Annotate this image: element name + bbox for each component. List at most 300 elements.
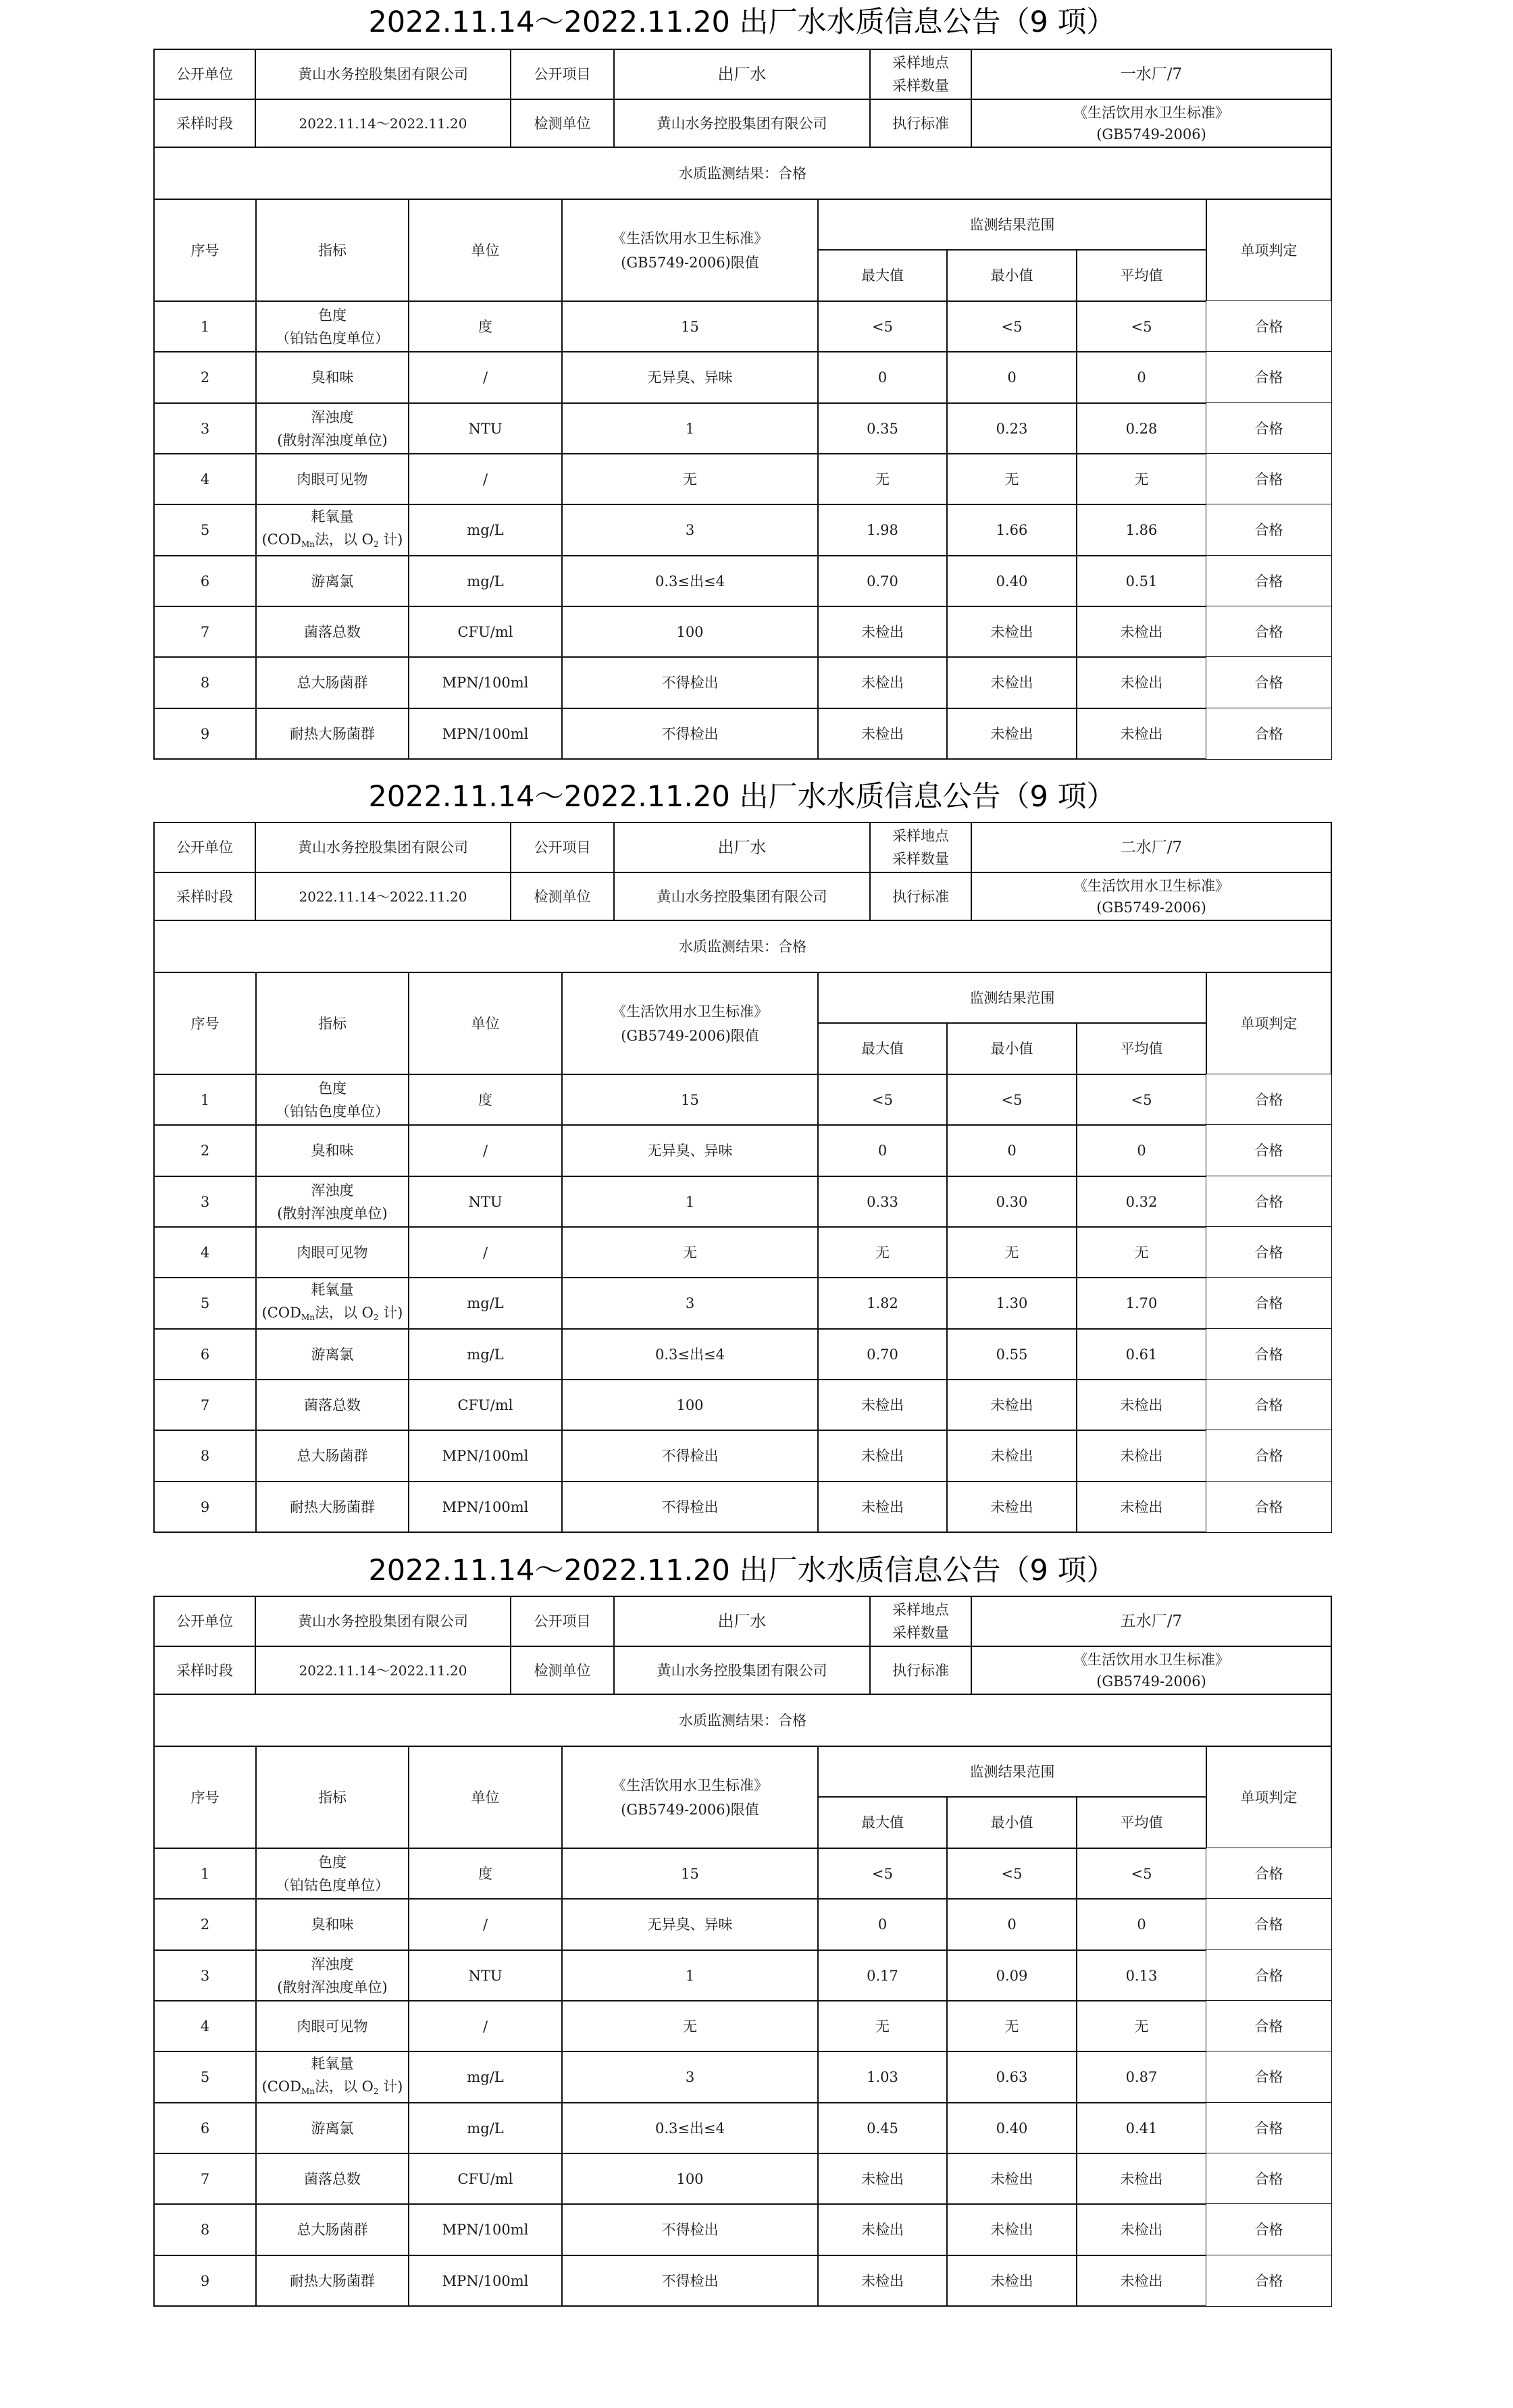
site-label-text: 采样地点 [892,828,949,844]
row-min [946,1898,1077,1951]
header-limit-name: 《生活饮用水卫生标准》 [612,1777,768,1794]
min-value: 未检出 [990,675,1033,691]
cell-lines [892,1598,949,1644]
header-indicator [255,199,409,302]
standard-label-text: 执行标准 [892,115,949,132]
min-value: 未检出 [990,725,1033,742]
indicator-name: 菌落总数 [304,2170,361,2187]
cell-lines [612,1773,768,1822]
cell-lines [612,226,768,275]
row-indicator [255,1277,409,1330]
header-min [946,1796,1077,1849]
row-limit [561,1848,819,1900]
row-limit [561,1176,819,1228]
header-range [817,199,1207,251]
row-limit [561,1074,819,1126]
row-indicator [255,656,409,709]
row-no [153,708,257,760]
result-summary [153,147,1332,200]
row-avg [1076,606,1207,658]
indicator-name: 色度 [318,1854,347,1870]
row-verdict [1206,1124,1332,1177]
verdict-text: 合格 [1254,623,1283,640]
row-no [153,2102,257,2154]
limit-text: 15 [681,1091,699,1108]
row-max [817,1949,948,2001]
limit-text: 3 [685,2069,695,2085]
lab-value [613,872,871,921]
row-verdict [1206,1226,1332,1278]
standard-label-text: 执行标准 [892,888,949,905]
verdict-text: 合格 [1254,675,1283,691]
limit-text: 0.3≤出≤4 [655,2120,725,2137]
header-unit [408,1746,563,1849]
max-value: 未检出 [861,1396,904,1413]
sampling-site-value [971,49,1332,100]
row-min [946,351,1077,404]
sampling-site-value [971,1596,1332,1647]
verdict-text: 合格 [1254,1916,1283,1933]
row-no-text: 9 [200,725,210,742]
avg-value: 未检出 [1120,725,1163,742]
row-no-text: 4 [200,2018,210,2035]
avg-value: 未检出 [1120,623,1163,640]
row-unit [408,1124,563,1177]
max-value: 未检出 [861,2272,904,2289]
row-no-text: 8 [200,1448,210,1464]
row-no [153,1481,257,1533]
row-avg [1076,1379,1207,1431]
row-avg [1076,1074,1207,1126]
row-verdict [1206,708,1332,760]
lab-label-text: 检测单位 [534,888,591,905]
row-max [817,1226,948,1278]
standard-name-text: 《生活饮用水卫生标准》 [1073,104,1229,121]
row-min [946,1379,1077,1431]
max-value: 未检出 [861,1498,904,1515]
standard-name-text: 《生活饮用水卫生标准》 [1073,877,1229,894]
verdict-text: 合格 [1254,318,1283,335]
min-value: 0.55 [996,1346,1028,1363]
min-value: 0 [1007,1143,1017,1159]
row-limit [561,1379,819,1431]
row-indicator [255,2102,409,2154]
row-indicator [255,1898,409,1951]
period-label-text: 采样时段 [176,115,233,132]
row-limit [561,2000,819,2052]
row-avg [1076,351,1207,404]
row-min [946,1074,1077,1126]
period-value [255,99,511,148]
indicator-lines [276,1851,389,1897]
indicator-note: (散射浑浊度单位) [277,1979,388,1995]
header-unit-text: 单位 [471,1789,500,1806]
row-indicator [255,300,409,352]
unit-text: mg/L [467,1346,504,1363]
row-limit [561,300,819,352]
header-limit [561,199,819,302]
header-indicator [255,972,409,1075]
max-value: 无 [875,471,890,488]
count-label-text: 采样数量 [892,851,949,867]
indicator-lines [262,2052,403,2103]
row-max [817,1176,948,1228]
sampling-site-value [971,822,1332,873]
row-verdict [1206,1277,1332,1330]
avg-value: 1.70 [1125,1295,1158,1311]
header-max-text: 最大值 [861,1814,904,1831]
item-value [613,49,871,100]
site-value-text: 五水厂/7 [1120,1613,1183,1630]
row-no [153,606,257,658]
publisher-value-text: 黄山水务控股集团有限公司 [298,66,468,82]
indicator-note: （铂钴色度单位） [276,330,389,346]
header-no [153,1746,257,1849]
header-verdict [1206,199,1332,302]
row-verdict [1206,1176,1332,1228]
indicator-lines [276,304,389,350]
header-max [817,1796,948,1849]
item-label-text: 公开项目 [534,839,591,856]
row-verdict [1206,2203,1332,2256]
row-verdict [1206,453,1332,505]
row-no-text: 5 [200,1295,210,1311]
row-verdict [1206,1328,1332,1380]
publisher-label [153,49,256,100]
indicator-name: 耗氧量 [311,1281,354,1298]
row-no [153,1430,257,1482]
min-value: 未检出 [990,2170,1033,2187]
row-indicator [255,453,409,505]
row-min [946,2000,1077,2052]
row-unit [408,2051,563,2103]
row-verdict [1206,2255,1332,2307]
row-verdict [1206,300,1332,352]
row-no [153,1277,257,1330]
row-min [946,555,1077,607]
row-avg [1076,2203,1207,2256]
avg-value: 0.41 [1125,2120,1158,2137]
header-unit [408,199,563,302]
verdict-text: 合格 [1254,1091,1283,1108]
row-unit [408,656,563,709]
avg-value: 未检出 [1120,1498,1163,1515]
limit-text: 无 [683,2018,697,2035]
header-min [946,249,1077,302]
verdict-text: 合格 [1254,1967,1283,1984]
min-value: 未检出 [990,623,1033,640]
period-value [255,872,511,921]
verdict-text: 合格 [1254,1143,1283,1159]
cell-lines [892,51,949,97]
indicator-name: 耐热大肠菌群 [290,1498,375,1515]
row-min [946,606,1077,658]
max-value: 0.17 [867,1967,898,1984]
lab-value-text: 黄山水务控股集团有限公司 [657,888,827,905]
row-max [817,1848,948,1900]
limit-text: 不得检出 [661,1448,719,1464]
row-avg [1076,1481,1207,1533]
cell-lines [892,825,949,870]
row-no [153,453,257,505]
row-unit [408,555,563,607]
limit-text: 0.3≤出≤4 [655,1346,725,1363]
avg-value: 0.32 [1125,1193,1158,1210]
min-value: 未检出 [990,1448,1033,1464]
period-value-text: 2022.11.14～2022.11.20 [299,888,467,905]
header-avg [1076,1796,1207,1849]
row-unit [408,2102,563,2154]
row-no-text: 3 [200,1193,210,1210]
verdict-text: 合格 [1254,1346,1283,1363]
indicator-note: ($COD_{Mn}$法，以 $O_2$ 计) [261,531,403,549]
row-no [153,2203,257,2256]
limit-text: 1 [685,1193,695,1210]
row-limit [561,1898,819,1951]
avg-value: 0 [1137,1143,1146,1159]
row-max [817,555,948,607]
avg-value: 0 [1137,369,1146,386]
row-unit [408,1328,563,1380]
indicator-lines [277,1953,387,1999]
max-value: 未检出 [861,2222,904,2238]
site-value-text: 二水厂/7 [1120,839,1183,856]
row-no-text: 6 [200,573,210,590]
limit-text: 无异臭、异味 [647,1916,733,1933]
row-no [153,300,257,352]
row-no-text: 5 [200,522,210,538]
min-value: <5 [1001,1091,1023,1108]
header-verdict [1206,1746,1332,1849]
row-indicator [255,1226,409,1278]
row-min [946,1176,1077,1228]
row-avg [1076,2102,1207,2154]
site-label-text: 采样地点 [892,55,949,71]
avg-value: 未检出 [1120,2170,1163,2187]
row-max [817,1430,948,1482]
min-value: 0.09 [996,1967,1028,1984]
row-indicator [255,2000,409,2052]
lab-label [510,1646,615,1695]
row-verdict [1206,402,1332,454]
row-avg [1076,1430,1207,1482]
verdict-text: 合格 [1254,420,1283,437]
row-min [946,1848,1077,1900]
row-avg [1076,1848,1207,1900]
max-value: 1.03 [867,2069,898,2085]
header-limit-code: (GB5749-2006)限值 [621,1027,759,1044]
verdict-text: 合格 [1254,1865,1283,1882]
row-min [946,656,1077,709]
limit-text: 100 [676,623,704,640]
row-verdict [1206,2153,1332,2205]
row-verdict [1206,1074,1332,1126]
row-max [817,453,948,505]
row-no-text: 2 [200,1916,210,1933]
row-indicator [255,555,409,607]
publisher-value-text: 黄山水务控股集团有限公司 [298,839,468,856]
standard-label [869,1646,972,1695]
max-value: 0.33 [867,1193,898,1210]
row-unit [408,1949,563,2001]
row-limit [561,1949,819,2001]
row-max [817,1074,948,1126]
row-indicator [255,402,409,454]
row-unit [408,351,563,404]
indicator-note: ($COD_{Mn}$法，以 $O_2$ 计) [261,1304,403,1322]
row-no [153,2000,257,2052]
unit-text: / [482,1143,488,1159]
row-verdict [1206,504,1332,556]
result-summary-text: 水质监测结果：合格 [679,165,806,182]
limit-text: 15 [681,1865,699,1882]
row-min [946,402,1077,454]
max-value: 未检出 [861,2170,904,2187]
header-unit [408,972,563,1075]
indicator-name: 耐热大肠菌群 [290,2272,375,2289]
limit-text: 1 [685,1967,695,1984]
header-verdict-text: 单项判定 [1240,1789,1298,1806]
publisher-label [153,1596,256,1647]
row-indicator [255,2051,409,2103]
row-no [153,1176,257,1228]
row-indicator [255,2255,409,2307]
item-value-text: 出厂水 [717,838,767,857]
row-no-text: 2 [200,1143,210,1159]
row-no-text: 8 [200,2222,210,2238]
row-no [153,504,257,556]
row-verdict [1206,1430,1332,1482]
report-title: 2022.11.14～2022.11.20 出厂水水质信息公告（9 项） [368,5,1116,39]
header-range [817,1746,1207,1798]
min-value: 0.63 [996,2069,1028,2085]
indicator-name: 游离氯 [311,2120,354,2137]
unit-text: MPN/100ml [442,2222,529,2238]
cell-lines [1073,1649,1229,1692]
indicator-name: 菌落总数 [304,1396,361,1413]
row-indicator [255,708,409,760]
verdict-text: 合格 [1254,1193,1283,1210]
result-summary [153,920,1332,973]
max-value: 0.70 [867,1346,898,1363]
row-limit [561,504,819,556]
row-indicator [255,1949,409,2001]
min-value: 未检出 [990,2222,1033,2238]
avg-value: 无 [1134,1244,1149,1261]
period-label-text: 采样时段 [176,1662,233,1679]
row-limit [561,708,819,760]
result-summary-text: 水质监测结果：合格 [679,938,806,955]
max-value: 未检出 [861,725,904,742]
row-avg [1076,1176,1207,1228]
row-max [817,1124,948,1177]
lab-value-text: 黄山水务控股集团有限公司 [657,1662,827,1679]
header-avg-text: 平均值 [1120,1041,1163,1057]
standard-label-text: 执行标准 [892,1662,949,1679]
row-avg [1076,300,1207,352]
row-indicator [255,1074,409,1126]
row-unit [408,2255,563,2307]
row-unit [408,1226,563,1278]
min-value: 1.66 [996,522,1028,538]
limit-text: 3 [685,522,695,538]
header-indicator-text: 指标 [318,1015,347,1032]
max-value: <5 [872,1091,893,1108]
row-no [153,1226,257,1278]
row-verdict [1206,1379,1332,1431]
row-min [946,1481,1077,1533]
indicator-name: 总大肠菌群 [297,2222,368,2238]
header-no [153,199,257,302]
indicator-name: 总大肠菌群 [297,675,368,691]
publisher-label [153,822,256,873]
report-table [153,49,1331,760]
max-value: <5 [872,318,893,335]
row-min [946,2153,1077,2205]
row-max [817,2000,948,2052]
lab-label [510,99,615,148]
row-no [153,555,257,607]
row-limit [561,453,819,505]
row-indicator [255,1379,409,1431]
item-value-text: 出厂水 [717,65,767,84]
indicator-name: 肉眼可见物 [297,2018,368,2035]
row-avg [1076,2000,1207,2052]
indicator-name: 浑浊度 [311,1956,354,1972]
min-value: 无 [1004,1244,1019,1261]
period-label [153,1646,256,1695]
standard-code-text: (GB5749-2006) [1096,126,1206,142]
row-indicator [255,1848,409,1900]
item-label [510,49,615,100]
max-value: 0 [877,1916,888,1933]
lab-value [613,99,871,148]
row-avg [1076,1328,1207,1380]
row-min [946,504,1077,556]
row-limit [561,1328,819,1380]
row-no-text: 4 [200,1244,210,1261]
row-avg [1076,708,1207,760]
row-avg [1076,504,1207,556]
row-min [946,1277,1077,1330]
row-avg [1076,656,1207,709]
row-max [817,351,948,404]
avg-value: 未检出 [1120,1448,1163,1464]
header-verdict-text: 单项判定 [1240,1015,1298,1032]
min-value: 未检出 [990,1396,1033,1413]
unit-text: CFU/ml [457,1396,513,1413]
cell-lines [1073,875,1229,918]
header-min-text: 最小值 [990,267,1033,284]
sampling-site-label [869,1596,972,1647]
indicator-note: (散射浑浊度单位) [277,1205,388,1222]
row-max [817,300,948,352]
row-no [153,2255,257,2307]
row-verdict [1206,555,1332,607]
unit-text: MPN/100ml [442,2272,529,2289]
row-max [817,402,948,454]
row-unit [408,1379,563,1431]
row-limit [561,2051,819,2103]
row-no-text: 7 [200,1396,210,1413]
row-unit [408,1074,563,1126]
row-unit [408,1430,563,1482]
indicator-note: ($COD_{Mn}$法，以 $O_2$ 计) [261,2078,403,2096]
row-no [153,351,257,404]
sampling-site-label [869,49,972,100]
verdict-text: 合格 [1254,2272,1283,2289]
row-limit [561,2153,819,2205]
